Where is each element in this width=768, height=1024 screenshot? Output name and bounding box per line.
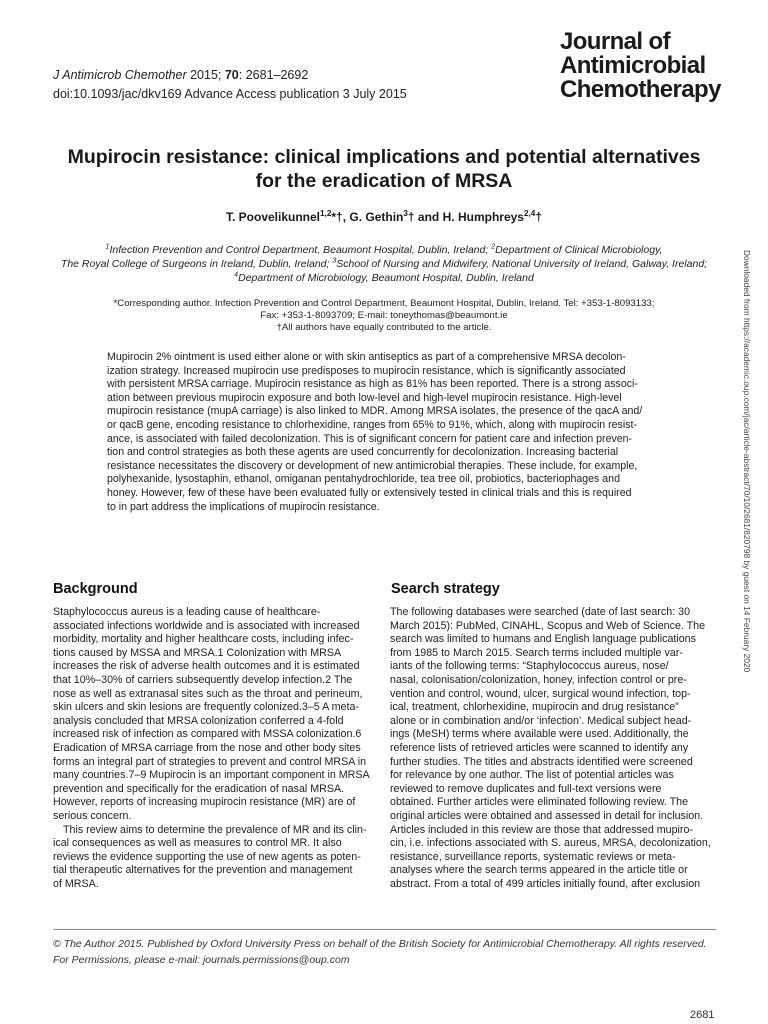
body-line: associated infections worldwide and is associated with increased — [53, 619, 360, 632]
body-line: serious concern. — [53, 809, 132, 822]
body-line: increased risk of infection as compared with MSSA colonization.6 — [53, 728, 362, 741]
author-list: T. Poovelikunnel$^{1,2}$*†, G. Gethin$^3$† and H. Humphreys$^{2,4}$† — [225, 209, 542, 224]
corresponding-author: *Corresponding author. Infection Prevention and Control Department, Beaumont Hospital, Dublin, Ireland. Tel: +353-1-8093133; — [113, 298, 655, 309]
body-line: March 2015): PubMed, CINAHL, Scopus and Web of Science. The — [390, 619, 706, 632]
body-line: Articles included in this review are those that addressed mupiro- — [390, 823, 693, 836]
search-strategy-section — [390, 606, 716, 891]
copyright-footer — [53, 936, 707, 968]
body-line: The following databases were searched (date of last search: 30 — [390, 606, 691, 618]
body-line: tions caused by MSSA and MRSA.1 Colonization with MRSA — [53, 646, 342, 659]
body-line: reference lists of retrieved articles were scanned to identify any — [390, 741, 689, 754]
search-strategy-heading: Search strategy — [391, 581, 500, 597]
body-line: increases the risk of adverse health outcomes and it is estimated — [53, 660, 360, 673]
body-line: tial therapeutic alternatives for the prevention and management — [53, 864, 353, 877]
body-line: ings (MeSH) terms where available were used. Additionally, the — [390, 728, 689, 741]
body-line: skin ulcers and skin lesions are frequently colonized.3–5 A meta- — [53, 701, 359, 714]
affiliation-line: $^1$Infection Prevention and Control Department, Beaumont Hospital, Dublin, Ireland; $^2$Department of Clinical Microbiology, — [105, 242, 663, 256]
abstract-line: polyhexanide, lysostaphin, ethanol, omiganan pentahydrochloride, tea tree oil, probiotics, bacteriophages and — [107, 473, 620, 486]
download-note — [742, 250, 754, 750]
abstract-line: mupirocin resistance (mupA carriage) is also linked to MDR. Among MRSA isolates, the presence of the qacA and/ — [107, 405, 643, 418]
body-line: prevention and specifically for the eradication of nasal MRSA. — [53, 782, 345, 795]
correspondence-block — [40, 298, 728, 334]
body-line: cin, i.e. infections associated with S. aureus, MRSA, decolonization, — [390, 837, 711, 850]
journal-logo: Journal of Antimicrobial Chemotherapy — [560, 28, 721, 103]
abstract-line: to in part address the implications of mupirocin resistance. — [107, 500, 380, 513]
body-line: However, reports of increasing mupirocin resistance (MR) are of — [53, 796, 356, 809]
affiliation-line: The Royal College of Surgeons in Ireland, Dublin, Ireland; $^3$School of Nursing and Midwifery, National University of Ireland, Galway, Ireland; — [60, 256, 708, 270]
body-line: reviewed to remove duplicates and full-text versions were — [390, 782, 662, 795]
article-title: Mupirocin resistance: clinical implications and potential alternatives for the eradication of MRSA — [67, 146, 701, 192]
citation-header — [53, 66, 407, 104]
footer-divider — [53, 929, 716, 930]
body-line: vention and control, wound, ulcer, surgical wound infection, top- — [390, 687, 691, 700]
background-section — [53, 606, 376, 891]
copyright-line: © The Author 2015. Published by Oxford University Press on behalf of the British Society for Antimicrobial Chemotherapy. All rights reserved. — [53, 938, 707, 950]
author-name: H. Humphreys — [442, 210, 524, 224]
author-name: G. Gethin — [349, 210, 404, 224]
body-line: Eradication of MRSA carriage from the nose and other body sites — [53, 741, 361, 754]
body-line: from 1985 to March 2015. Search terms included multiple var- — [390, 646, 683, 659]
abstract-line: ation between previous mupirocin exposure and both low-level and high-level mupirocin resistance. High-level — [107, 391, 622, 404]
body-line: reviews the evidence supporting the use of new agents as poten- — [53, 850, 361, 863]
body-line: alone or in combination and/or ‘infection’. Medical subject head- — [390, 714, 692, 727]
equal-contribution-note: †All authors have equally contributed to the article. — [276, 322, 492, 333]
body-line: nasal, colonisation/colonization, honey, infection control or pre- — [390, 673, 687, 686]
contact-email: Fax: +353-1-8093709; E-mail: toneythomas@beaumont.ie — [260, 310, 508, 321]
body-line: of MRSA. — [53, 877, 99, 890]
body-line: nose as well as extranasal sites such as the throat and perineum, — [53, 687, 363, 700]
body-line: many countries.7–9 Mupirocin is an important component in MRSA — [53, 769, 370, 782]
body-line: obtained. Further articles were eliminated following review. The — [390, 796, 689, 809]
abstract-line: resistance necessitates the discovery or development of new antimicrobial therapies. These include, for example, — [107, 459, 638, 472]
journal-abbrev: J Antimicrob Chemother — [53, 68, 187, 82]
body-line: resistance, surveillance reports, systematic reviews or meta- — [390, 850, 676, 863]
abstract — [107, 351, 663, 514]
volume-number: 70 — [224, 68, 239, 82]
body-line: original articles were obtained and assessed in detail for inclusion. — [390, 809, 704, 822]
background-heading: Background — [53, 581, 138, 597]
body-line: morbidity, mortality and higher healthcare costs, including infec- — [53, 633, 354, 646]
body-line: This review aims to determine the prevalence of MR and its clin- — [63, 823, 367, 836]
abstract-line: honey. However, few of these have been evaluated fully or extensively tested in clinical trials and this is required — [107, 486, 632, 499]
abstract-line: ization strategy. Increased mupirocin use predisposes to mupirocin resistance, which is significantly associated — [107, 364, 626, 377]
body-line: search was limited to humans and English language publications — [390, 633, 696, 646]
abstract-line: tion and control strategies as both these agents are used concurrently for decolonization. Increasing bacterial — [107, 446, 619, 459]
abstract-line: ance, is associated with failed decolonization. This is of significant concern for patient care and infection preven- — [107, 432, 633, 445]
body-line: abstract. From a total of 499 articles initially found, after exclusion — [390, 877, 701, 890]
body-line: further studies. The titles and abstracts identified were screened — [390, 755, 693, 768]
body-line: analyses where the search terms appeared in the article title or — [390, 864, 688, 877]
citation-line-1: J Antimicrob Chemother 2015; 70: 2681–2692 — [53, 68, 309, 82]
body-line: for relevance by one author. The list of potential articles was — [390, 769, 674, 782]
body-line: ical, treatment, chlorhexidine, mupirocin and drug resistance” — [390, 701, 679, 714]
permissions-line: For Permissions, please e-mail: journals.permissions@oup.com — [53, 954, 350, 966]
author-name: T. Poovelikunnel — [225, 210, 321, 224]
affiliation-line: $^4$Department of Microbiology, Beaumont Hospital, Dublin, Ireland — [234, 270, 534, 284]
download-note-text: Downloaded from https://academic.oup.com/jac/article-abstract/70/10/2681/820798 by guest on 14 February 2020 — [742, 250, 752, 673]
body-line: iants of the following terms: “Staphylococcus aureus, nose/ — [390, 660, 669, 673]
doi-line: doi:10.1093/jac/dkv169 Advance Access publication 3 July 2015 — [53, 87, 407, 101]
abstract-line: Mupirocin 2% ointment is used either alone or with skin antiseptics as part of a comprehensive MRSA decolon- — [107, 351, 626, 363]
affiliations — [40, 243, 728, 285]
abstract-line: with persistent MRSA carriage. Mupirocin resistance as high as 81% has been reported. There is a strong associ- — [107, 378, 638, 391]
body-line: forms an integral part of strategies to prevent and control MRSA in — [53, 755, 367, 768]
body-line: ical consequences as well as measures to control MR. It also — [53, 837, 342, 850]
page-number: 2681 — [690, 1009, 715, 1021]
body-line: that 10%–30% of carriers subsequently develop infection.2 The — [53, 673, 353, 686]
body-line: analysis concluded that MRSA colonization conferred a 4-fold — [53, 714, 344, 727]
abstract-line: or qacB gene, encoding resistance to chlorhexidine, ranges from 65% to 91%, which, along with mupirocin resist- — [107, 418, 637, 431]
body-line: Staphylococcus aureus is a leading cause of healthcare- — [53, 606, 321, 618]
